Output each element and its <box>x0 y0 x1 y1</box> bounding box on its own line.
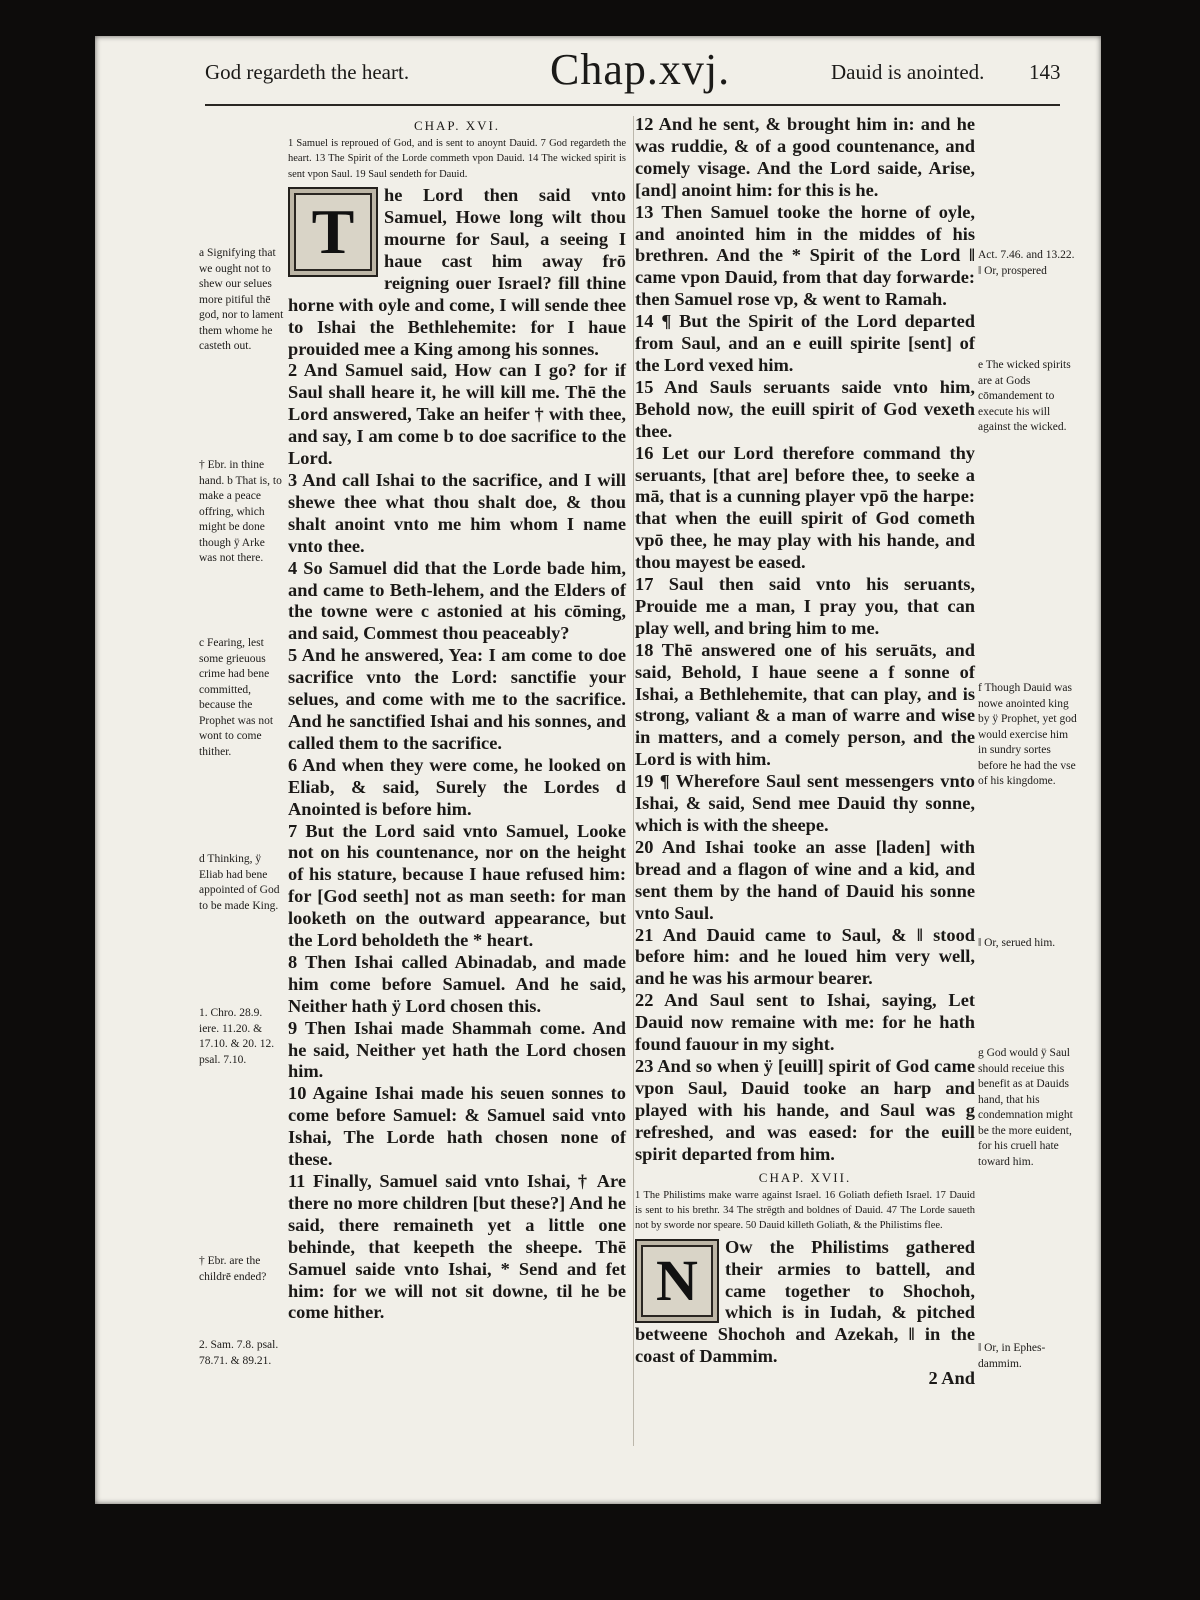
catchword: 2 And <box>928 1368 975 1389</box>
verse-8: 8 Then Ishai called Abinadab, and made him come before Samuel. And he said, Neither hath ÿ Lord chosen this. <box>288 951 626 1016</box>
verse-4: 4 So Samuel did that the Lorde bade him, and came to Beth-lehem, and the Elders of the towne were c astonied at his cōming, and said, Commest thou peaceably? <box>288 557 626 644</box>
chapter-heading: CHAP. XVI. <box>413 118 501 133</box>
verse-22: 22 And Saul sent to Ishai, saying, Let Dauid now remaine with me: for he hath found fauour in my sight. <box>635 990 975 1055</box>
margin-note-f: f Though Dauid was nowe anointed king by ÿ Prophet, yet god would exercise him in sundry sortes before he had the vse of his kingdome. <box>978 682 1077 787</box>
margin-note-ephes: ‖ Or, in Ephes-dammim. <box>978 1342 1046 1370</box>
verse-17-1: Ow the Philistims gathered their armies to battell, and came together to Shochoh, which is in Iudah, & pitched betweene Shochoh and Azekah, ‖ in the coast of Dammim. <box>635 1236 975 1367</box>
margin-note-cross-ref-2: 2. Sam. 7.8. psal. 78.71. & 89.21. <box>199 1339 279 1367</box>
verse-6: 6 And when they were come, he looked on Eliab, & said, Surely the Lordes d Anointed is before him. <box>288 754 626 819</box>
verse-14: 14 ¶ But the Spirit of the Lord departed from Saul, and an e euill spirite [sent] of the Lord vexed him. <box>635 311 975 375</box>
column-divider <box>633 116 634 1446</box>
verse-15: 15 And Sauls seruants saide vnto him, Behold now, the euill spirit of God vexeth thee. <box>635 376 975 441</box>
verse-17: 17 Saul then said vnto his seruants, Prouide me a man, I pray you, that can play well, and bring him to me. <box>635 574 975 638</box>
verse-3: 3 And call Ishai to the sacrifice, and I will shewe thee what thou shalt doe, & thou shalt anoint vnto me him whom I name vnto thee. <box>288 470 626 556</box>
left-column <box>288 114 626 1324</box>
verse-10: 10 Againe Ishai made his seuen sonnes to come before Samuel: & Samuel said vnto Ishai, The Lorde hath chosen none of these. <box>288 1083 626 1170</box>
right-column <box>635 114 975 1390</box>
book-page <box>95 36 1101 1504</box>
verse-2: 2 And Samuel said, How can I go? for if Saul shall heare it, he will kill me. Thē the Lord answered, Take an heifer † with thee, and say, I am come b to doe sacrifice to the Lord. <box>288 360 626 469</box>
margin-note-g: g God would ÿ Saul should receiue this benefit as at Dauids hand, that his condemnation might be the more euident, for his cruell hate toward him. <box>978 1047 1073 1168</box>
margin-note-a: a Signifying that we ought not to shew our selues more pitiful thē god, nor to lament them whome he casteth out. <box>199 247 284 352</box>
margin-note-b: † Ebr. in thine hand. b That is, to make a peace offring, which might be done though ÿ Arke was not there. <box>199 459 282 564</box>
margin-note-acts: Act. 7.46. and 13.22. ‖ Or, prospered <box>978 249 1075 277</box>
chapter-argument: 1 Samuel is reproued of God, and is sent to anoynt Dauid. 7 God regardeth the heart. 13 The Spirit of the Lorde commeth vpon Dauid. 14 The wicked spirit is sent vpon Saul. 19 Saul sendeth for Dauid. <box>288 138 626 180</box>
verse-16: 16 Let our Lord therefore command thy seruants, [that are] before thee, to seeke a mā, that is a cunning player vpō the harpe: that when the euill spirit of God cometh vpō thee, he may play with his hande, and thou mayest be eased. <box>635 442 975 573</box>
verse-7: 7 But the Lord said vnto Samuel, Looke not on his countenance, nor on the height of his stature, because I haue refused him: for [God seeth] not as man seeth: for man looketh on the outward appearance, but the Lord beholdeth the * heart. <box>288 820 626 951</box>
decorated-initial: T <box>288 187 378 277</box>
verse-20: 20 And Ishai tooke an asse [laden] with bread and a flagon of wine and a kid, and sent them by the hand of Dauid his sonne vnto Saul. <box>635 836 975 923</box>
margin-note-c: c Fearing, lest some grieuous crime had bene committed, because the Prophet was not wont to come thither. <box>199 637 274 758</box>
running-head-left: God regardeth the heart. <box>205 60 410 84</box>
verse-18: 18 Thē answered one of his seruāts, and said, Behold, I haue seene a f sonne of Ishai, a Bethlehemite, that can play, and is strong, valiant & a man of warre and wise in matters, and a comely person, and the Lord is with him. <box>635 639 975 770</box>
chapter-heading-17: CHAP. XVII. <box>758 1169 852 1185</box>
margin-note-cross-ref: 1. Chro. 28.9. iere. 11.20. & 17.10. & 20. 12. psal. 7.10. <box>199 1007 275 1066</box>
verse-21: 21 And Dauid came to Saul, & ‖ stood before him: and he loued him very well, and he was his armour bearer. <box>635 924 975 989</box>
running-head-right: Dauid is anointed. <box>831 60 985 84</box>
margin-note-serued: ‖ Or, serued him. <box>978 937 1056 949</box>
header-rule <box>205 104 1060 106</box>
page-number: 143 <box>1029 60 1061 84</box>
verse-9: 9 Then Ishai made Shammah come. And he said, Neither yet hath the Lord chosen him. <box>288 1017 626 1082</box>
verse-5: 5 And he answered, Yea: I am come to doe sacrifice vnto the Lord: sanctifie your selues, and come with me to the sacrifice. And he sanctified Ishai and his sonnes, and called them to the sacrifice. <box>288 645 626 753</box>
margin-note-d: d Thinking, ÿ Eliab had bene appointed of God to be made King. <box>199 853 280 912</box>
margin-note-e: e The wicked spirits are at Gods cōmandement to execute his will against the wicked. <box>978 359 1071 433</box>
verse-1: he Lord then said vnto Samuel, Howe long wilt thou mourne for Saul, a seeing I haue cast him away frō reigning ouer Israel? fill thine horne with oyle and come, I will sende thee to Ishai the Bethlehemite: for I haue prouided mee a King among his sonnes. <box>288 185 626 359</box>
decorated-initial-17: N <box>635 1239 719 1323</box>
verse-11: 11 Finally, Samuel said vnto Ishai, † Are there no more children [but these?] And he said, there remaineth yet a little one behinde, that keepeth the sheepe. Thē Samuel saide vnto Ishai, * Send and fet him: for we will not sit downe, til he be come hither. <box>288 1171 626 1323</box>
verse-19: 19 ¶ Wherefore Saul sent messengers vnto Ishai, & said, Send mee Dauid thy sonne, which is with the sheepe. <box>635 771 975 835</box>
running-head-chapter: Chap.xvj. <box>550 45 731 94</box>
verse-12: 12 And he sent, & brought him in: and he was ruddie, & of a good countenance, and comely visage. And the Lord saide, Arise, [and] anoint him: for this is he. <box>635 114 975 200</box>
verse-23: 23 And so when ÿ [euill] spirit of God came vpon Saul, Dauid tooke an harp and played with his hande, and Saul was g refreshed, and was eased: for the euill spirit departed from him. <box>635 1055 975 1164</box>
chapter-argument-17: 1 The Philistims make warre against Israel. 16 Goliath defieth Israel. 17 Dauid is sent to his brethr. 34 The strēgth and boldnes of Dauid. 47 The Lorde saueth not by sworde nor speare. 50 Dauid killeth Goliath, & the Philistims flee. <box>635 1189 975 1232</box>
verse-13: 13 Then Samuel tooke the horne of oyle, and anointed him in the middes of his brethren. And the * Spirit of the Lord ‖ came vpon Dauid, from that day forwarde: then Samuel rose vp, & went to Ramah. <box>635 201 975 310</box>
margin-note-ebr: † Ebr. are the childrē ended? <box>199 1255 267 1283</box>
